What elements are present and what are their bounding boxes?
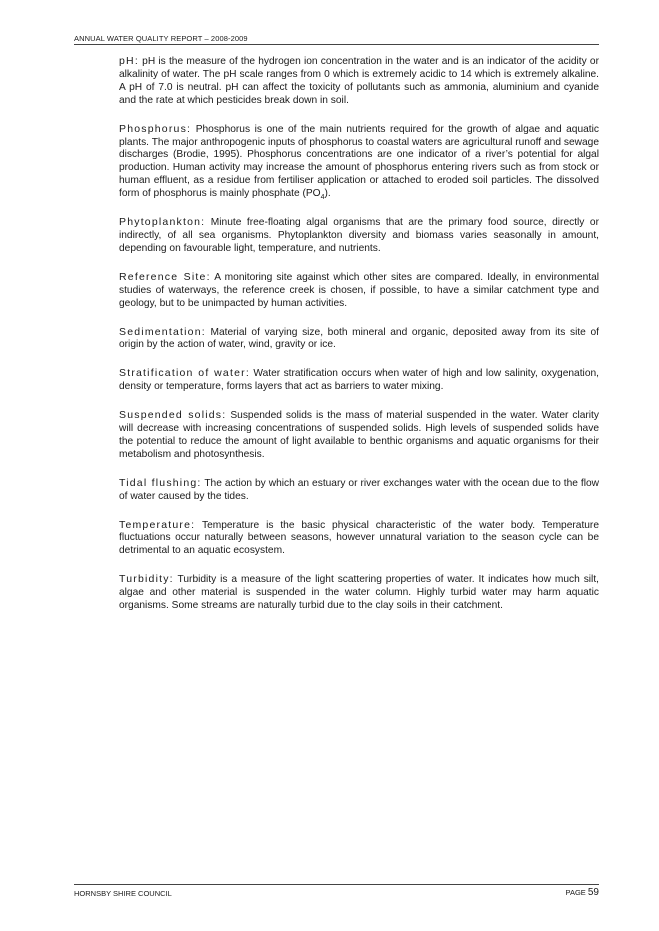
glossary-entry-temperature [119,519,599,559]
glossary-term: Sedimentation: [119,325,206,338]
glossary-term: Temperature: [119,518,196,531]
glossary-definition: The action by which an estuary or river exchanges water with the ocean due to the flow of water caused by the tides. [119,477,599,502]
glossary-content [119,55,599,628]
glossary-definition: Material of varying size, both mineral and organic, deposited away from its site of origin by the action of water, wind, gravity or ice. [119,326,599,351]
glossary-entry-tidal-flushing [119,477,599,504]
glossary-entry-suspended-solids [119,409,599,462]
glossary-definition: Suspended solids is the mass of material suspended in the water. Water clarity will decrease with increasing concentrations of suspended solids. High levels of suspended solids have the potential to reduce the amount of light available to benthic organisms and aquatic organisms for their metabolism and photosynthesis. [119,410,599,460]
glossary-term: Turbidity: [119,573,174,586]
glossary-term: Tidal flushing: [119,476,202,489]
footer-rule [74,884,599,885]
header-rule [74,44,599,45]
page-number: 59 [587,887,599,898]
glossary-definition: Phosphorus is one of the main nutrients required for the growth of algae and aquatic plants. The major anthropogenic inputs of phosphorus to coastal waters are agricultural runoff and sewage discharges (Brodie, 1995). Phosphorus concentrations are one indicator of a river’s potential for algal production. Human activity may increase the amount of phosphorus entering rivers such as from stock or human effluent, as a residue from fertiliser application or attached to eroded soil particles. The dissolved form of phosphorus is mainly phosphate (PO [119,123,599,200]
page-number-block [566,887,600,898]
glossary-entry-reference-site [119,271,599,311]
glossary-entry-stratification [119,367,599,394]
subscript: 4 [320,194,325,202]
glossary-entry-sedimentation [119,326,599,353]
glossary-entry-ph [119,55,599,108]
glossary-term: pH: [119,55,139,67]
glossary-term: Stratification of water: [119,367,250,380]
glossary-definition: Temperature is the basic physical characteristic of the water body. Temperature fluctuations occur naturally between seasons, however unnatural variation to the season cycle can be detrimental to an aquatic ecosystem. [119,519,599,557]
glossary-definition: A monitoring site against which other sites are compared. Ideally, in environmental studies of waterways, the reference creek is chosen, if possible, to have a similar catchment type and geology, but to be unimpacted by human activities. [119,271,599,309]
glossary-definition: pH is the measure of the hydrogen ion concentration in the water and is an indicator of the acidity or alkalinity of water. The pH scale ranges from 0 which is extremely acidic to 14 which is extremely alkaline. A pH of 7.0 is neutral. pH can affect the toxicity of pollutants such as ammonia, aluminium and cyanide and the rate at which pesticides break down in soil. [119,56,599,106]
glossary-entry-turbidity [119,573,599,613]
glossary-definition: Minute free-floating algal organisms that are the primary food source, directly or indirectly, of all sea organisms. Phytoplankton diversity and biomass varies seasonally in amount, depending on favourable light, temperature, and nutrients. [119,217,599,254]
glossary-term: Phosphorus: [119,122,192,135]
footer-organisation: HORNSBY SHIRE COUNCIL [74,889,172,898]
glossary-term: Suspended solids: [119,409,227,422]
glossary-entry-phytoplankton [119,216,599,256]
glossary-term: Reference Site: [119,270,211,283]
glossary-term: Phytoplankton: [119,216,206,229]
glossary-definition: Water stratification occurs when water of high and low salinity, oxygenation, density or temperature, forms layers that act as barriers to water mixing. [119,368,599,393]
glossary-definition-tail: ). [324,188,331,200]
running-header: ANNUAL WATER QUALITY REPORT – 2008-2009 [74,34,248,43]
page-label: PAGE [565,888,588,897]
glossary-entry-phosphorus [119,123,599,201]
glossary-definition: Turbidity is a measure of the light scattering properties of water. It indicates how much silt, algae and other material is suspended in the water column. Highly turbid water may harm aquatic organisms. Some streams are naturally turbid due to the clay soils in their catchment. [119,574,599,612]
